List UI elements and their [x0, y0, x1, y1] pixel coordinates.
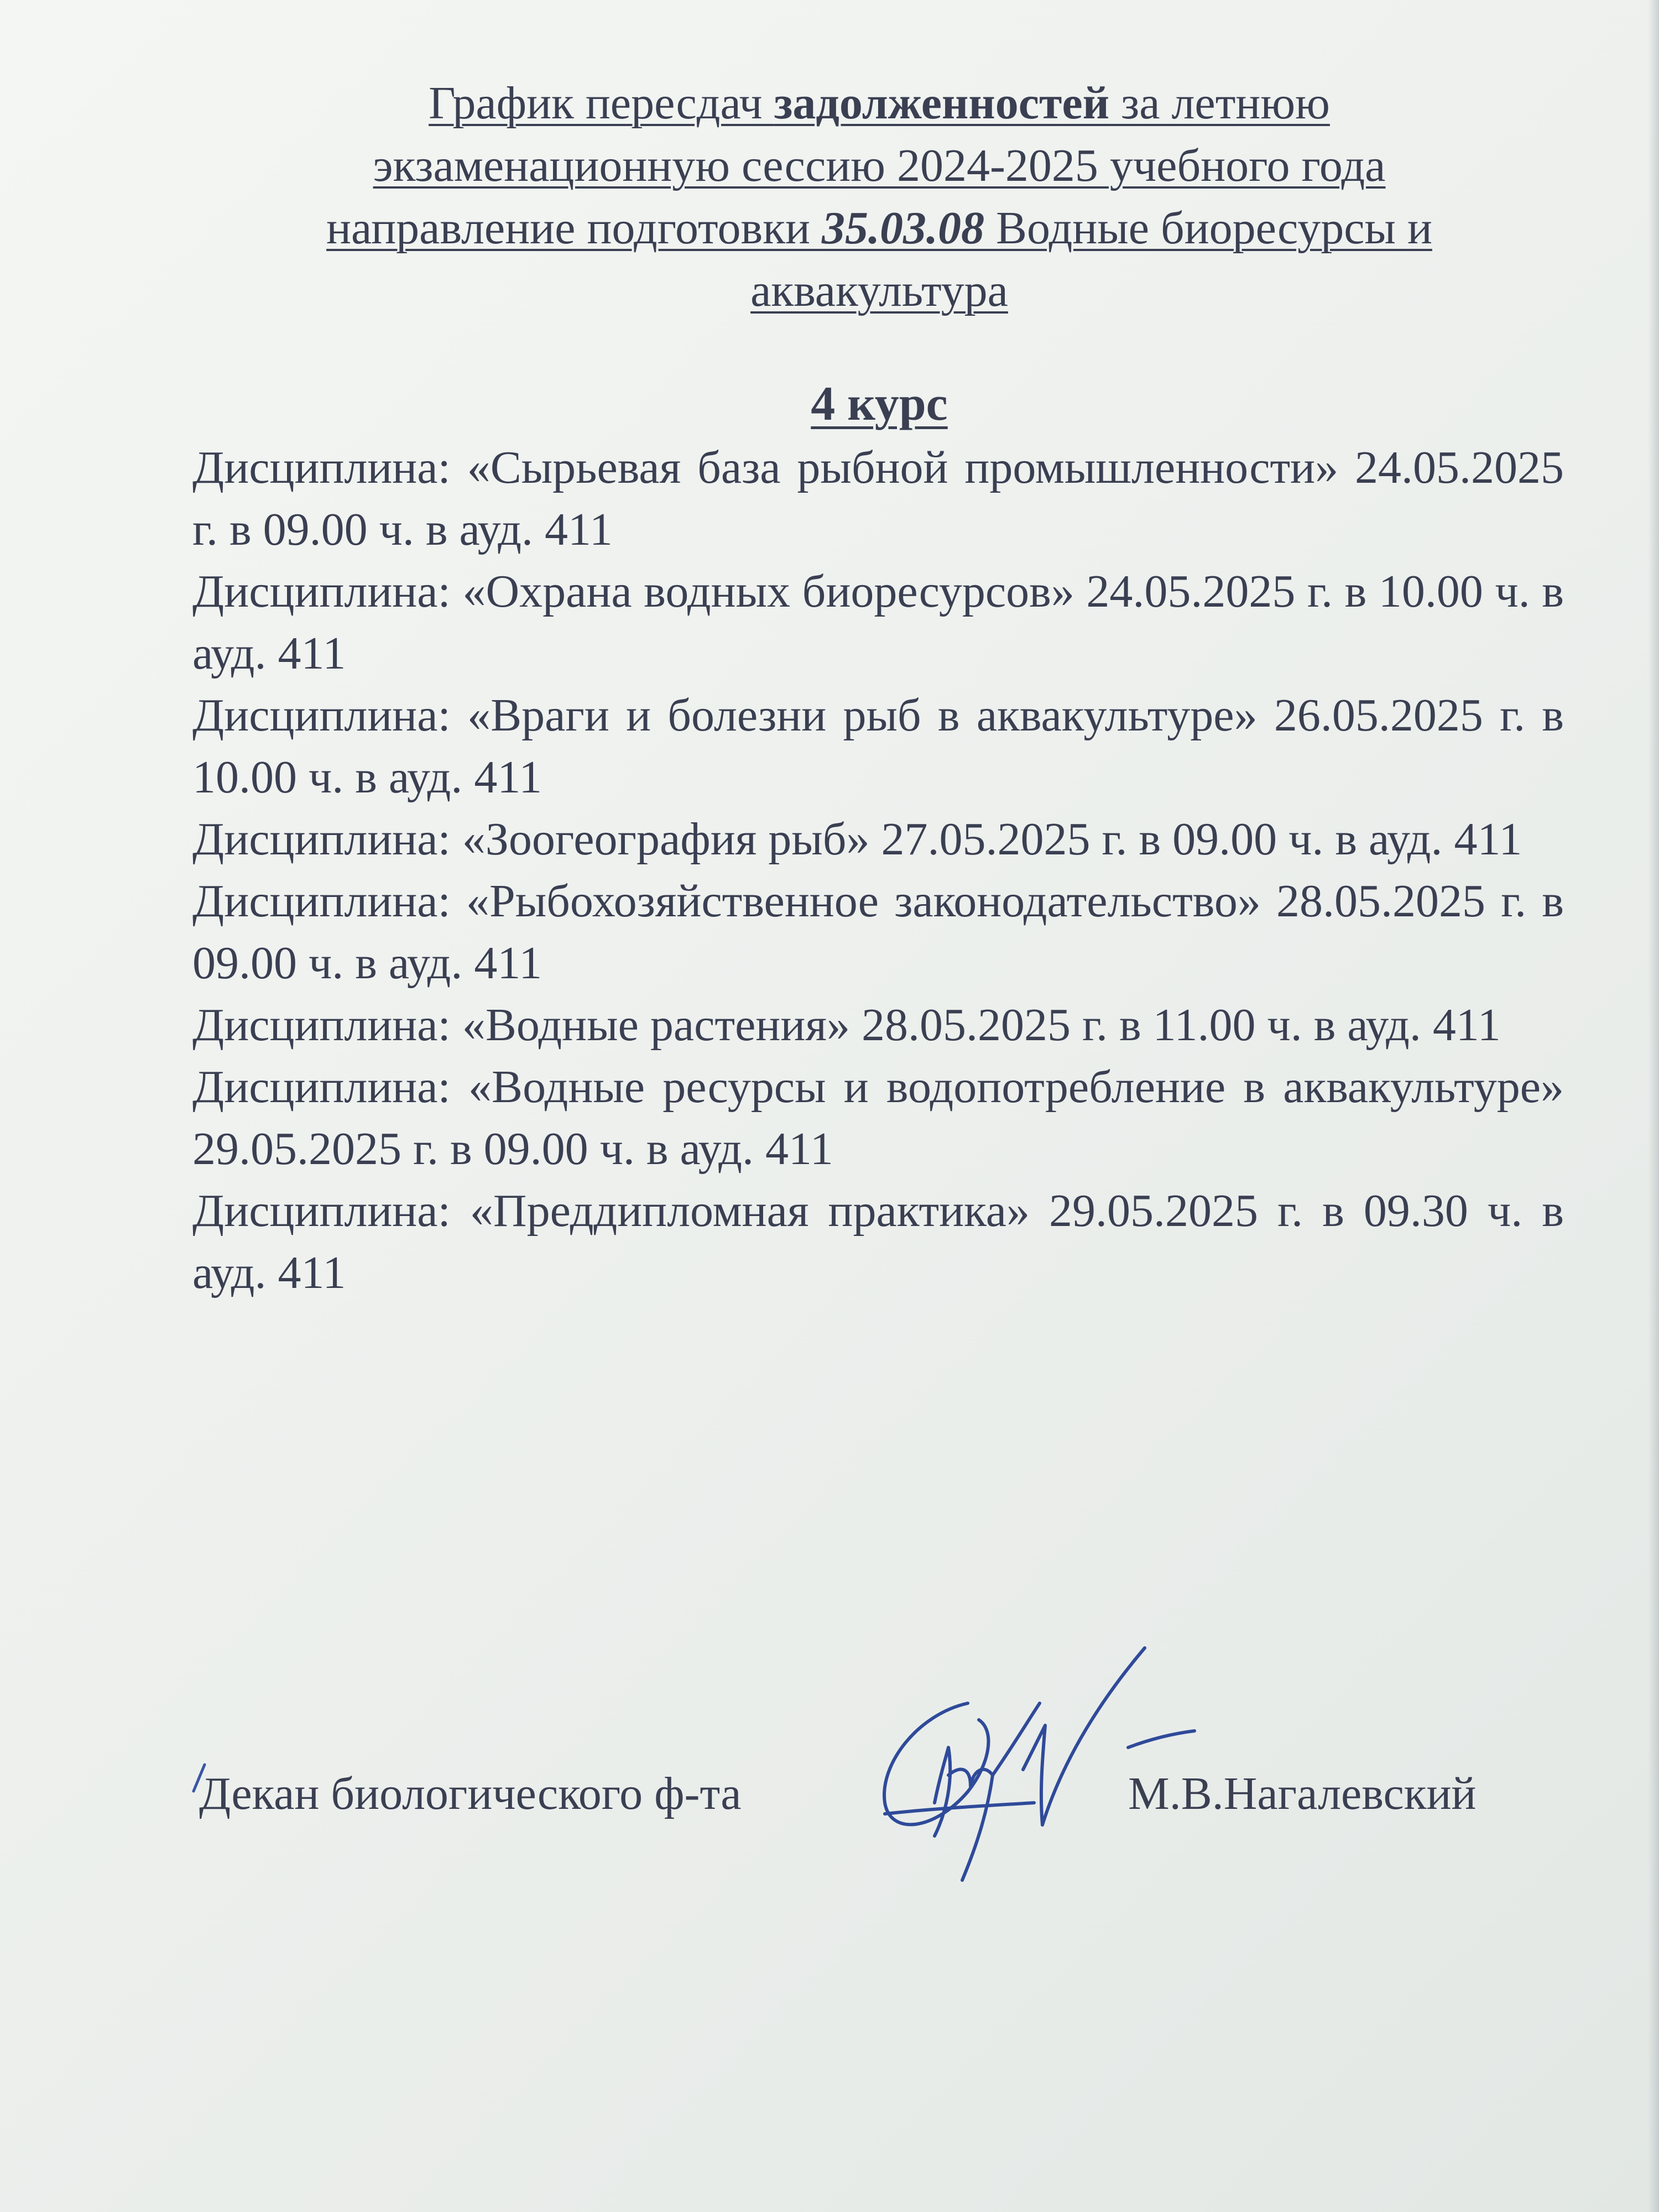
header-line-4: аквакультура [750, 265, 1008, 316]
header-line-1-bold: задолженностей [774, 77, 1110, 129]
header-line-2: экзаменационную сессию 2024-2025 учебного года [373, 140, 1386, 191]
header-line-3-prefix: направление подготовки [326, 202, 822, 254]
header-line-1-prefix: График пересдач [429, 77, 774, 129]
schedule-entry: Дисциплина: «Водные растения» 28.05.2025 г. в 11.00 ч. в ауд. 411 [192, 999, 1501, 1051]
program-code: 35.03.08 [821, 202, 984, 254]
document-header [210, 72, 1548, 322]
schedule-entry: Дисциплина: «Враги и болезни рыб в аквакультуре» 26.05.2025 г. в 10.00 ч. в ауд. 411 [192, 690, 1564, 803]
page-edge-shadow [1648, 0, 1659, 2212]
dean-name: М.В.Нагалевский [1128, 1768, 1477, 1819]
schedule-entry: Дисциплина: «Преддипломная практика» 29.05.2025 г. в 09.30 ч. в ауд. 411 [192, 1185, 1564, 1298]
dean-title: Декан биологического ф-та [199, 1768, 742, 1819]
header-line-1-suffix: за летнюю [1109, 77, 1330, 129]
schedule-entry: Дисциплина: «Сырьевая база рыбной промышленности» 24.05.2025 г. в 09.00 ч. в ауд. 411 [192, 442, 1564, 555]
schedule-list [192, 437, 1564, 1304]
header-line-3 [210, 197, 1548, 259]
schedule-entry: Дисциплина: «Рыбохозяйственное законодательство» 28.05.2025 г. в 09.00 ч. в ауд. 411 [192, 875, 1564, 989]
schedule-entry: Дисциплина: «Зоогеография рыб» 27.05.2025 г. в 09.00 ч. в ауд. 411 [192, 813, 1522, 865]
schedule-entry: Дисциплина: «Водные ресурсы и водопотребление в аквакультуре» 29.05.2025 г. в 09.00 ч. в ауд. 411 [192, 1061, 1564, 1175]
schedule-entry: Дисциплина: «Охрана водных биоресурсов» 24.05.2025 г. в 10.00 ч. в ауд. 411 [192, 566, 1564, 679]
header-line-3-suffix: Водные биоресурсы и [984, 202, 1432, 254]
course-heading: 4 курс [811, 377, 948, 431]
header-line-1 [210, 72, 1548, 134]
